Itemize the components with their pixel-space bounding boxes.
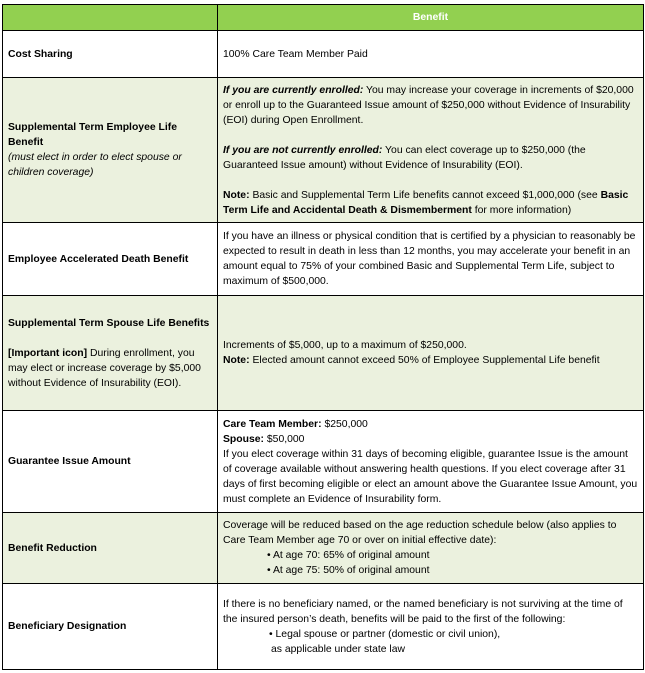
row-value: If you have an illness or physical condition that is certified by a physician to reasonably be expected to result in death in less than 12 months, you may accelerate your benefit in an amount equal to 75% of your combined Basic and Supplemental Term Life, subject to maximum of $500,000.: [218, 223, 644, 296]
list-item: • At age 70: 65% of original amount: [267, 550, 430, 561]
row-label: Supplemental Term Spouse Life Benefits: [8, 317, 210, 329]
note-text: Elected amount cannot exceed 50% of Employee Supplemental Life benefit: [249, 355, 600, 366]
row-label-cell: [3, 78, 218, 223]
paragraph: If you elect coverage within 31 days of becoming eligible, guarantee Issue is the amount of coverage available without answering health questions. If you elect coverage after 31 days of first becoming eligible or elect an amount above the Guarantee Issue Amount, you must complete an Evidence of Insurability form.: [223, 448, 638, 505]
amount-lead: Care Team Member:: [223, 418, 322, 430]
paragraph-text: You may increase your coverage in increments of $20,000 or enroll up to the Guaranteed Issue amount of $250,000 without Evidence of Insurability (EOI) during Open Enrollment.: [223, 84, 634, 126]
note-lead: Note:: [223, 189, 250, 201]
row-value-cell: [218, 78, 644, 223]
note-lead: Note:: [223, 355, 250, 366]
row-sublabel: (must elect in order to elect spouse or children coverage): [8, 152, 182, 178]
table-row: [3, 584, 644, 670]
table-row: [3, 223, 644, 296]
row-value-cell: [218, 296, 644, 411]
note-paragraph: [223, 353, 638, 368]
paragraph: [223, 143, 638, 173]
row-value-cell: [218, 411, 644, 513]
row-label-cell: [3, 296, 218, 411]
header-cell-benefit: Benefit: [218, 5, 644, 31]
amount-value: $250,000: [321, 418, 368, 430]
list-item-continuation: as applicable under state law: [271, 643, 406, 655]
benefit-table: [2, 4, 644, 670]
list-item: • Legal spouse or partner (domestic or civil union),: [269, 628, 501, 640]
table-row: [3, 513, 644, 584]
table-row: [3, 31, 644, 78]
row-label: Cost Sharing: [3, 31, 218, 78]
amount-lead: Spouse:: [223, 433, 264, 445]
note-paragraph: [223, 188, 638, 218]
list-item: • At age 75: 50% of original amount: [267, 565, 430, 576]
row-label: Benefit Reduction: [3, 513, 218, 584]
table-row: [3, 78, 644, 223]
amount-value: $50,000: [264, 433, 305, 445]
note-text-end: for more information): [471, 204, 572, 216]
header-row: [3, 5, 644, 31]
row-value-cell: [218, 584, 644, 670]
important-note: [8, 346, 212, 391]
row-label: Employee Accelerated Death Benefit: [3, 223, 218, 296]
row-label: Guarantee Issue Amount: [3, 411, 218, 513]
row-label: Supplemental Term Employee Life Benefit: [8, 122, 177, 148]
row-value: 100% Care Team Member Paid: [218, 31, 644, 78]
row-label: Beneficiary Designation: [3, 584, 218, 670]
table-row: [3, 411, 644, 513]
paragraph: If there is no beneficiary named, or the named beneficiary is not surviving at the time of the insured person’s death, benefits will be paid to the first of the following:: [223, 598, 623, 625]
important-note-text: During enrollment, you may elect or increase coverage by $5,000 without Evidence of Insurability (EOI).: [8, 347, 201, 389]
emphasis-lead: If you are not currently enrolled:: [223, 144, 383, 156]
amount-line: [223, 432, 638, 447]
paragraph-text: You can elect coverage up to $250,000 (the Guaranteed Issue amount) without Evidence of Insurability (EOI).: [223, 144, 586, 171]
paragraph: Coverage will be reduced based on the age reduction schedule below (also applies to Care Team Member age 70 or over on initial effective date):: [223, 520, 617, 546]
note-reference: Basic Term Life and Accidental Death & Dismemberment: [223, 189, 629, 216]
paragraph: [223, 83, 638, 128]
note-text: Basic and Supplemental Term Life benefits cannot exceed $1,000,000 (see: [249, 189, 601, 201]
emphasis-lead: If you are currently enrolled:: [223, 84, 364, 96]
paragraph: Increments of $5,000, up to a maximum of $250,000.: [223, 340, 467, 351]
row-value-cell: [218, 513, 644, 584]
header-cell-empty: [3, 5, 218, 31]
amount-line: [223, 417, 638, 432]
important-icon-label: [Important icon]: [8, 347, 88, 359]
table-row: [3, 296, 644, 411]
